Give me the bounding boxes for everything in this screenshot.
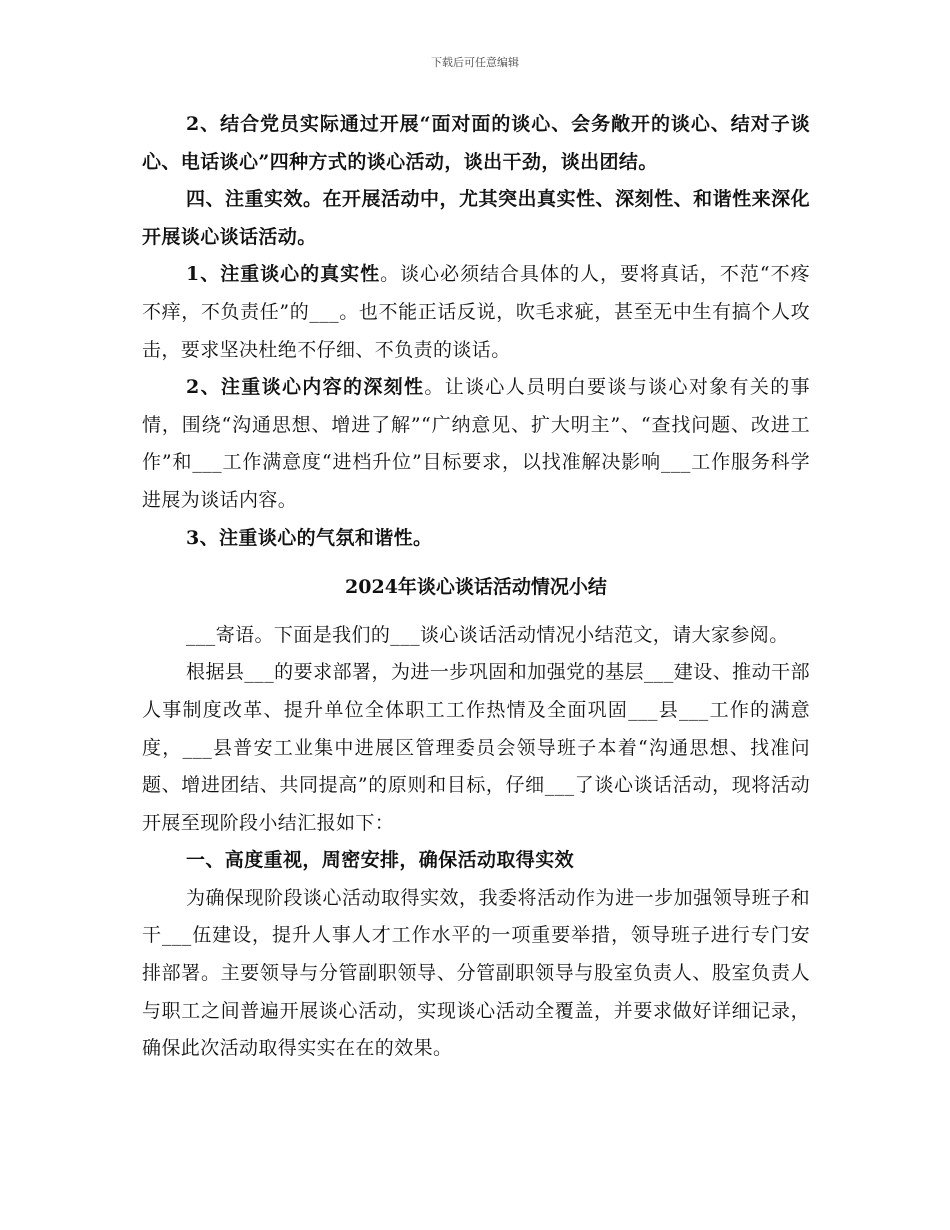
paragraph-authenticity (142, 256, 810, 369)
paragraph-depth (142, 369, 810, 519)
paragraph-background: 根据县___的要求部署，为进一步巩固和加强党的基层___建设、推动干部人事制度改革、提升单位全体职工工作热情及全面巩固___县___工作的满意度，___县普安工业集中进展区管理委员会领导班子本着“沟通思想、找准问题、增进团结、共同提高”的原则和目标，仔细___了谈心谈话活动，现将活动开展至现阶段小结汇报如下： (142, 661, 810, 834)
paragraph-harmony: 3、注重谈心的气氛和谐性。 (186, 526, 433, 549)
paragraph-talk-methods: 2、结合党员实际通过开展“面对面的谈心、会务敞开的谈心、结对子谈心、电话谈心”四种方式的谈心活动，谈出干劲，谈出团结。 (142, 113, 810, 173)
paragraph-depth-body: 。让谈心人员明白要谈与谈心对象有关的事情，围绕“沟通思想、增进了解”“广纳意见、扩大明主”、“查找问题、改进工作”和___工作满意度“进档升位”目标要求，以找准解决影响___工作服务科学进展为谈话内容。 (142, 376, 810, 511)
paragraph-focus-results: 四、注重实效。在开展活动中，尤其突出真实性、深刻性、和谐性来深化开展谈心谈话活动。 (142, 188, 810, 248)
document-body (142, 106, 810, 1068)
paragraph-arrangement: 为确保现阶段谈心活动取得实效，我委将活动作为进一步加强领导班子和干___伍建设，提升人事人才工作水平的一项重要举措，领导班子进行专门安排部署。主要领导与分管副职领导、分管副职领导与股室负责人、股室负责人与职工之间普遍开展谈心活动，实现谈心活动全覆盖，并要求做好详细记录，确保此次活动取得实实在在的效果。 (142, 886, 810, 1060)
paragraph-authenticity-body: 。谈心必须结合具体的人，要将真话，不范“不疼不痒，不负责任”的___。也不能正话反说，吹毛求疵，甚至无中生有搞个人攻击，要求坚决杜绝不仔细、不负责的谈话。 (142, 263, 810, 361)
document-title: 2024年谈心谈话活动情况小结 (345, 576, 607, 599)
paragraph-depth-lead: 2、注重谈心内容的深刻性 (186, 376, 425, 399)
page-header: 下载后可任意编辑 (431, 56, 519, 69)
paragraph-authenticity-lead: 1、注重谈心的真实性 (186, 263, 381, 286)
section-heading-1: 一、高度重视，周密安排，确保活动取得实效 (186, 849, 575, 872)
paragraph-intro: ___寄语。下面是我们的___谈心谈话活动情况小结范文，请大家参阅。 (186, 623, 789, 646)
